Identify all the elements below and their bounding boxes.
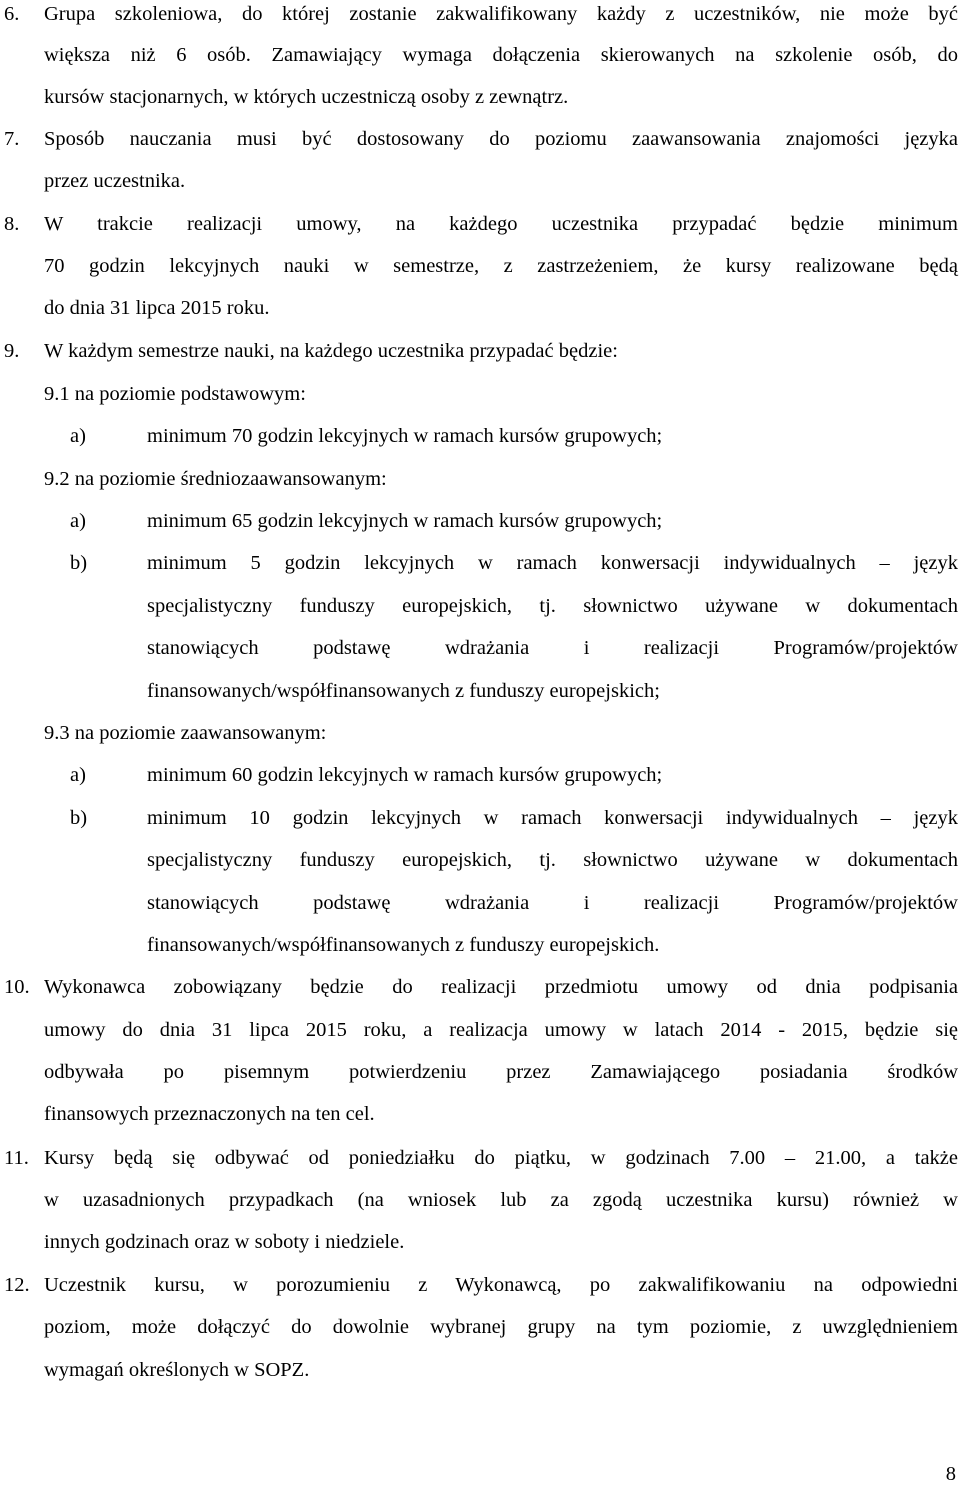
sub-item-label: a)	[70, 764, 86, 786]
subsection-9-3-a-text: minimum 60 godzin lekcyjnych w ramach kursów grupowych;	[147, 764, 663, 786]
item-number: 11.	[4, 1147, 29, 1169]
subsection-9-2-b-line-2: specjalistyczny funduszy europejskich, tj. słownictwo używane w dokumentach	[147, 595, 958, 617]
item-6-line-1: Grupa szkoleniowa, do której zostanie zakwalifikowany każdy z uczestników, nie może być	[44, 3, 958, 25]
subsection-9-2-b-line-4: finansowanych/współfinansowanych z funduszy europejskich;	[147, 680, 660, 702]
item-number: 7.	[4, 128, 20, 150]
item-number: 8.	[4, 213, 20, 235]
item-9-line-1: W każdym semestrze nauki, na każdego uczestnika przypadać będzie:	[44, 340, 618, 362]
sub-item-label: b)	[70, 552, 88, 574]
subsection-9-2-b-line-3: stanowiących podstawę wdrażania i realizacji Programów/projektów	[147, 637, 958, 659]
item-7-line-1: Sposób nauczania musi być dostosowany do poziomu zaawansowania znajomości języka	[44, 128, 958, 150]
subsection-9-3-b-line-3: stanowiących podstawę wdrażania i realizacji Programów/projektów	[147, 892, 958, 914]
item-number: 9.	[4, 340, 20, 362]
item-11-line-2: w uzasadnionych przypadkach (na wniosek lub za zgodą uczestnika kursu) również w	[44, 1189, 958, 1211]
subsection-9-1-heading: 9.1 na poziomie podstawowym:	[44, 383, 306, 405]
item-number: 10.	[4, 976, 30, 998]
item-10-line-1: Wykonawca zobowiązany będzie do realizacji przedmiotu umowy od dnia podpisania	[44, 976, 958, 998]
subsection-9-3-heading: 9.3 na poziomie zaawansowanym:	[44, 722, 327, 744]
item-11-line-3: innych godzinach oraz w soboty i niedziele.	[44, 1231, 405, 1253]
item-6-line-3: kursów stacjonarnych, w których uczestniczą osoby z zewnątrz.	[44, 86, 569, 108]
sub-item-label: b)	[70, 807, 88, 829]
item-12-line-2: poziom, może dołączyć do dowolnie wybranej grupy na tym poziomie, z uwzględnieniem	[44, 1316, 958, 1338]
subsection-9-2-a-text: minimum 65 godzin lekcyjnych w ramach kursów grupowych;	[147, 510, 663, 532]
subsection-9-3-b-line-2: specjalistyczny funduszy europejskich, tj. słownictwo używane w dokumentach	[147, 849, 958, 871]
item-8-line-3: do dnia 31 lipca 2015 roku.	[44, 297, 270, 319]
subsection-9-3-b-line-1: minimum 10 godzin lekcyjnych w ramach konwersacji indywidualnych – język	[147, 807, 958, 829]
item-8-line-1: W trakcie realizacji umowy, na każdego uczestnika przypadać będzie minimum	[44, 213, 958, 235]
sub-item-label: a)	[70, 510, 86, 532]
item-number: 6.	[4, 3, 20, 25]
item-7-line-2: przez uczestnika.	[44, 170, 186, 192]
subsection-9-3-b-line-4: finansowanych/współfinansowanych z funduszy europejskich.	[147, 934, 660, 956]
item-8-line-2: 70 godzin lekcyjnych nauki w semestrze, z zastrzeżeniem, że kursy realizowane będą	[44, 255, 958, 277]
subsection-9-2-heading: 9.2 na poziomie średniozaawansowanym:	[44, 468, 387, 490]
item-12-line-1: Uczestnik kursu, w porozumieniu z Wykonawcą, po zakwalifikowaniu na odpowiedni	[44, 1274, 958, 1296]
item-10-line-2: umowy do dnia 31 lipca 2015 roku, a realizacja umowy w latach 2014 - 2015, będzie się	[44, 1019, 958, 1041]
item-number: 12.	[4, 1274, 30, 1296]
subsection-9-2-b-line-1: minimum 5 godzin lekcyjnych w ramach konwersacji indywidualnych – język	[147, 552, 958, 574]
item-10-line-3: odbywała po pisemnym potwierdzeniu przez Zamawiającego posiadania środków	[44, 1061, 958, 1083]
subsection-9-1-a-text: minimum 70 godzin lekcyjnych w ramach kursów grupowych;	[147, 425, 663, 447]
item-6-line-2: większa niż 6 osób. Zamawiający wymaga dołączenia skierowanych na szkolenie osób, do	[44, 44, 958, 66]
item-10-line-4: finansowych przeznaczonych na ten cel.	[44, 1103, 375, 1125]
item-12-line-3: wymagań określonych w SOPZ.	[44, 1359, 310, 1381]
sub-item-label: a)	[70, 425, 86, 447]
item-11-line-1: Kursy będą się odbywać od poniedziałku do piątku, w godzinach 7.00 – 21.00, a także	[44, 1147, 958, 1169]
page-number: 8	[945, 1463, 956, 1485]
